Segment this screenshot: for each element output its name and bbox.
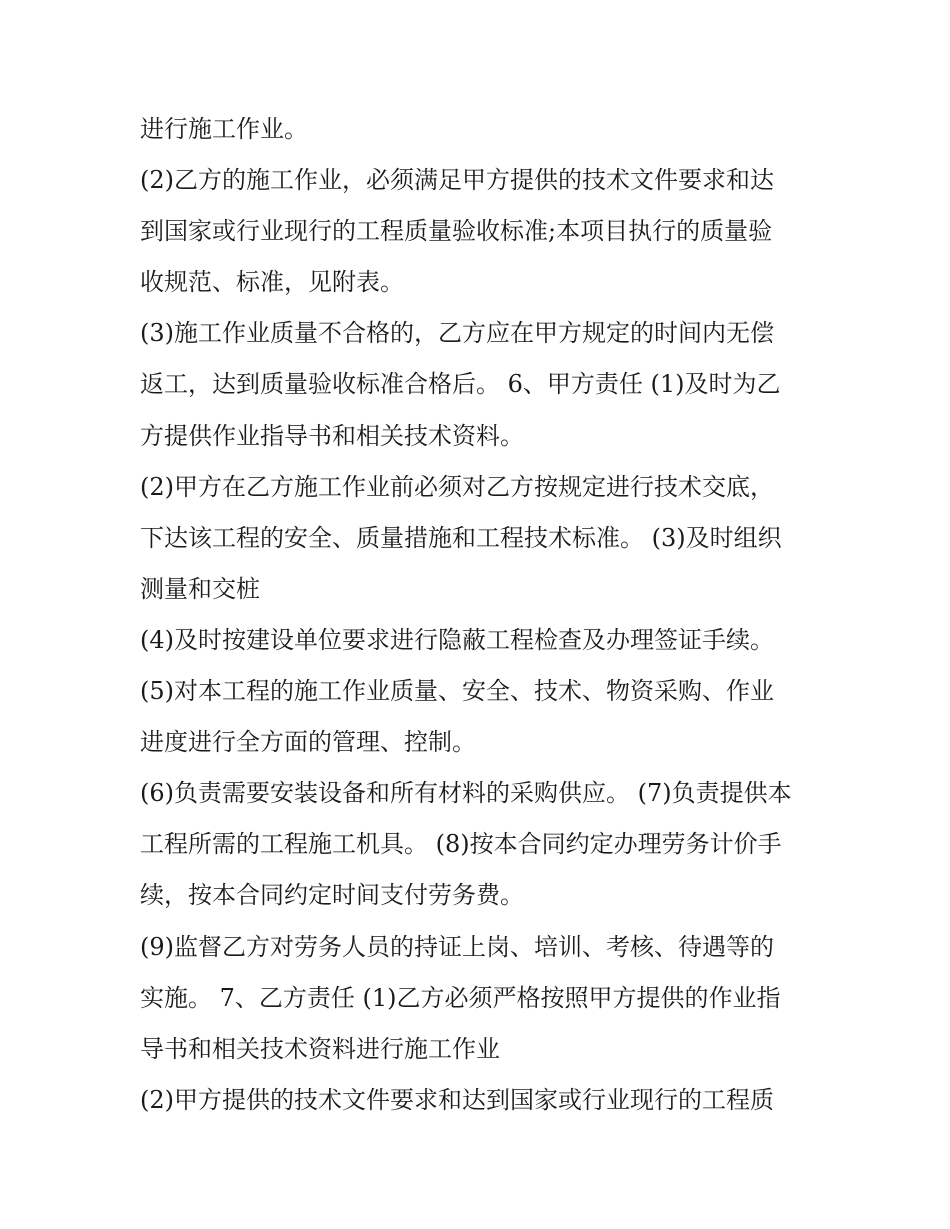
- text-line: (5)对本工程的施工作业质量、安全、技术、物资采购、作业: [140, 677, 774, 706]
- text-line: 工程所需的工程施工机具。 (8)按本合同约定办理劳务计价手: [140, 830, 782, 859]
- text-line: 返工，达到质量验收标准合格后。 6、甲方责任 (1)及时为乙: [140, 370, 781, 399]
- text-line: 续，按本合同约定时间支付劳务费。: [140, 881, 524, 910]
- text-line: (3)施工作业质量不合格的，乙方应在甲方规定的时间内无偿: [140, 319, 774, 348]
- text-line: (6)负责需要安装设备和所有材料的采购供应。 (7)负责提供本: [140, 779, 792, 808]
- text-line: 进行施工作业。: [140, 115, 308, 143]
- text-line: 导书和相关技术资料进行施工作业: [140, 1034, 500, 1063]
- text-line: 方提供作业指导书和相关技术资料。: [140, 421, 524, 450]
- text-line: (4)及时按建设单位要求进行隐蔽工程检查及办理签证手续。: [140, 625, 774, 654]
- text-line: (2)乙方的施工作业，必须满足甲方提供的技术文件要求和达: [140, 166, 774, 195]
- text-line: (2)甲方在乙方施工作业前必须对乙方按规定进行技术交底，: [140, 472, 774, 501]
- text-line: 测量和交桩: [140, 574, 260, 603]
- document-body: [140, 104, 820, 1126]
- text-line: 进度进行全方面的管理、控制。: [140, 728, 476, 757]
- text-line: 到国家或行业现行的工程质量验收标准;本项目执行的质量验: [140, 217, 773, 246]
- text-line: 收规范、标准，见附表。: [140, 268, 404, 297]
- text-line: (9)监督乙方对劳务人员的持证上岗、培训、考核、待遇等的: [140, 932, 774, 961]
- text-line: (2)甲方提供的技术文件要求和达到国家或行业现行的工程质: [140, 1085, 774, 1114]
- text-line: 下达该工程的安全、质量措施和工程技术标准。 (3)及时组织: [140, 523, 782, 552]
- text-line: 实施。 7、乙方责任 (1)乙方必须严格按照甲方提供的作业指: [140, 983, 781, 1012]
